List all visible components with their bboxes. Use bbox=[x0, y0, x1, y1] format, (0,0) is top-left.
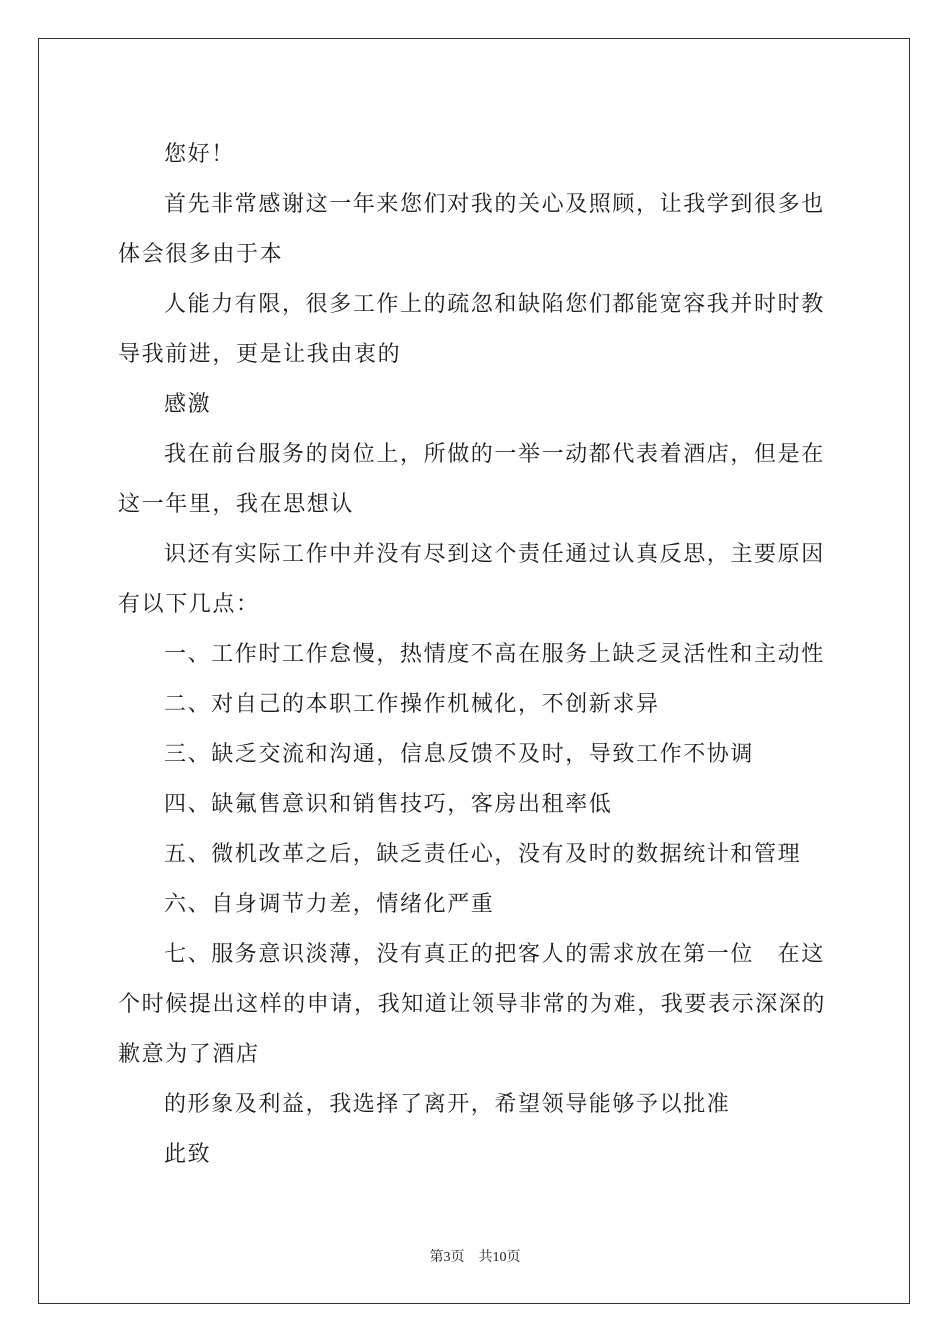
closing: 此致 bbox=[164, 1142, 212, 1167]
document-body bbox=[118, 130, 838, 1180]
list-item: 三、缺乏交流和沟通，信息反馈不及时，导致工作不协调 bbox=[164, 742, 755, 767]
page-number: 第3页 bbox=[429, 1250, 465, 1265]
page-footer bbox=[0, 1246, 950, 1266]
paragraph: 我在前台服务的岗位上，所做的一举一动都代表着酒店，但是在这一年里，我在思想认 bbox=[118, 442, 825, 517]
list-item: 六、自身调节力差，情绪化严重 bbox=[164, 892, 495, 917]
greeting: 您好！ bbox=[164, 142, 235, 167]
list-item: 四、缺氟售意识和销售技巧，客房出租率低 bbox=[164, 792, 613, 817]
paragraph: 的形象及利益，我选择了离开，希望领导能够予以批准 bbox=[164, 1092, 731, 1117]
list-item: 七、服务意识淡薄，没有真正的把客人的需求放在第一位 在这个时候提出这样的申请，我知道让领导非常的为难，我要表示深深的歉意为了酒店 bbox=[118, 942, 827, 1067]
paragraph: 人能力有限，很多工作上的疏忽和缺陷您们都能宽容我并时时教导我前进，更是让我由衷的 bbox=[118, 292, 825, 367]
paragraph: 首先非常感谢这一年来您们对我的关心及照顾，让我学到很多也体会很多由于本 bbox=[118, 192, 825, 267]
paragraph: 识还有实际工作中并没有尽到这个责任通过认真反思，主要原因有以下几点： bbox=[118, 542, 825, 617]
page-total: 共10页 bbox=[478, 1250, 521, 1265]
list-item: 五、微机改革之后，缺乏责任心，没有及时的数据统计和管理 bbox=[164, 842, 802, 867]
paragraph: 感激 bbox=[164, 392, 212, 417]
list-item: 二、对自己的本职工作操作机械化，不创新求异 bbox=[164, 692, 660, 717]
list-item: 一、工作时工作怠慢，热情度不高在服务上缺乏灵活性和主动性 bbox=[164, 642, 825, 667]
